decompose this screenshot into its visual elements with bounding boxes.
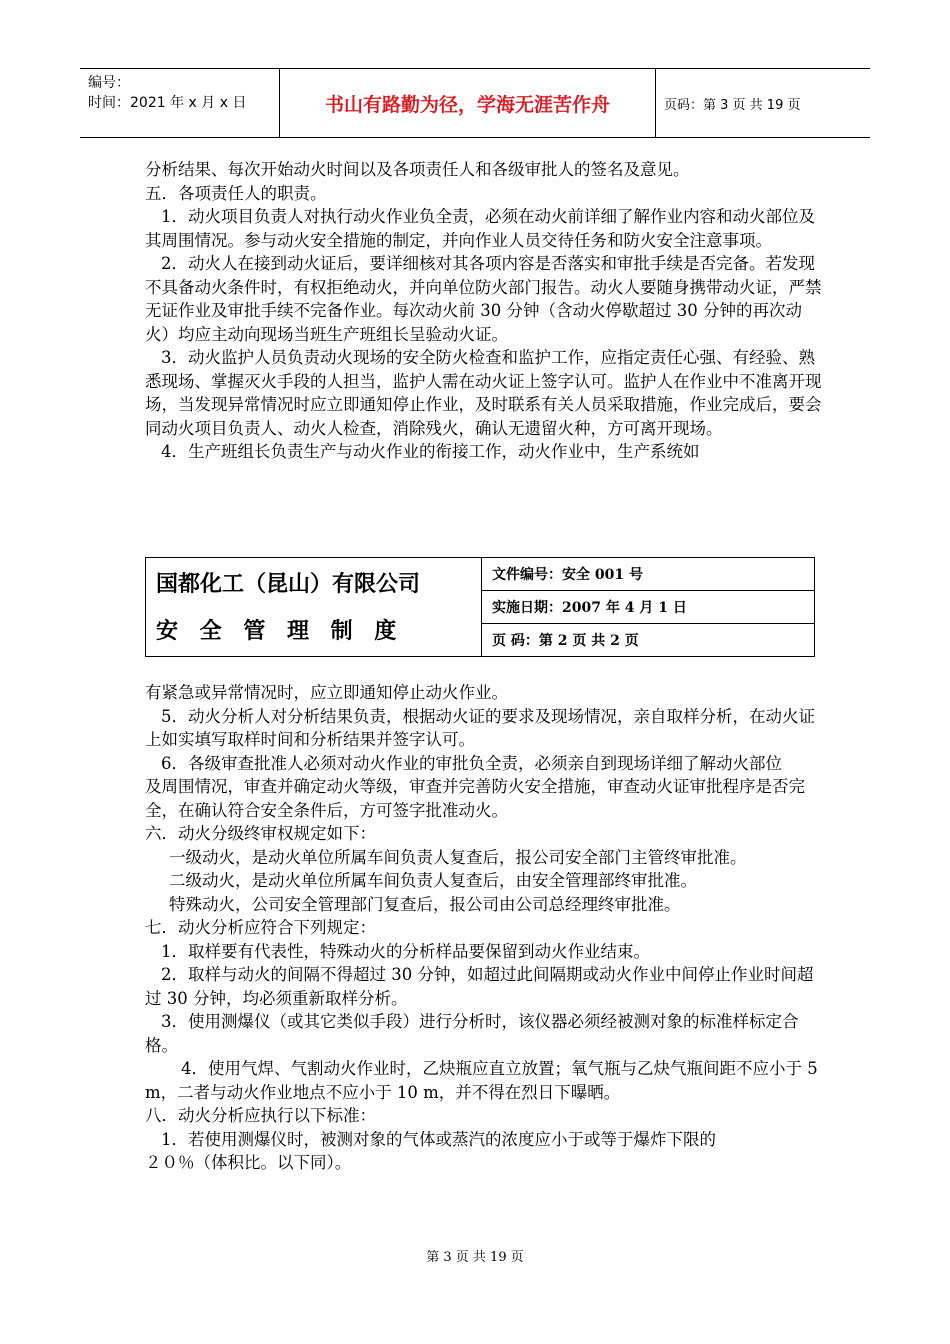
body-text-bottom — [145, 681, 825, 1175]
paragraph: 2．动火人在接到动火证后，要详细核对其各项内容是否落实和审批手续是否完备。若发现不具备动火条件时，有权拒绝动火，并向单位防火部门报告。动火人要随身携带动火证，严禁无证作业及审批手续不完备作业。每次动火前 30 分钟（含动火停歇超过 30 分钟的再次动火）均应主动向现场当班生产班组长呈验动火证。 — [145, 254, 822, 344]
paragraph: 1．若使用测爆仪时，被测对象的气体或蒸汽的浓度应小于或等于爆炸下限的 — [161, 1129, 716, 1149]
paragraph: 一级动火，是动火单位所属车间负责人复查后，报公司安全部门主管终审批准。 — [169, 847, 747, 867]
paragraph: 4．生产班组长负责生产与动火作业的衔接工作，动火作业中，生产系统如 — [161, 442, 700, 461]
page-footer: 第 3 页 共 19 页 — [426, 1250, 524, 1265]
effective-date: 实施日期：2007 年 4 月 1 日 — [482, 591, 814, 624]
paragraph: 有紧急或异常情况时，应立即通知停止动火作业。 — [145, 683, 508, 702]
company-header-box — [145, 557, 815, 657]
paragraph: 特殊动火，公司安全管理部门复查后，报公司由公司总经理终审批准。 — [169, 894, 681, 914]
document-number-label: 编号： — [88, 75, 130, 91]
paragraph: 3．使用测爆仪（或其它类似手段）进行分析时，该仪器必须经被测对象的标准样标定合格。 — [145, 1012, 799, 1055]
paragraph: 1．动火项目负责人对执行动火作业负全责，必须在动火前详细了解作业内容和动火部位及其周围情况。参与动火安全措施的制定，并向作业人员交待任务和防火安全注意事项。 — [145, 207, 815, 250]
header-motto: 书山有路勤为径，学海无涯苦作舟 — [280, 69, 656, 137]
body-text-top — [145, 158, 825, 464]
paragraph: 5．动火分析人对分析结果负责，根据动火证的要求及现场情况，亲自取样分析，在动火证上如实填写取样时间和分析结果并签字认可。 — [145, 706, 815, 749]
paragraph: 1．取样要有代表性，特殊动火的分析样品要保留到动火作业结束。 — [161, 941, 650, 961]
document-title: 安 全 管 理 制 度 — [156, 618, 404, 644]
paragraph: 4．使用气焊、气割动火作业时，乙炔瓶应直立放置；氧气瓶与乙炔气瓶间距不应小于 5 m，二者与动火作业地点不应小于 10 m，并不得在烈日下曝晒。 — [145, 1059, 818, 1102]
paragraph: 6．各级审查批准人必须对动火作业的审批负全责，必须亲自到现场详细了解动火部位 — [161, 753, 782, 773]
header-page-number: 页码：第 3 页 共 19 页 — [664, 97, 801, 113]
paragraph: ２０％（体积比。以下同）。 — [145, 1153, 352, 1172]
document-time-label: 时间：2021 年 x 月 x 日 — [88, 95, 247, 111]
paragraph: 分析结果、每次开始动火时间以及各项责任人和各级审批人的签名及意见。 — [145, 160, 690, 179]
page-header — [80, 68, 870, 138]
header-meta — [80, 69, 280, 137]
inner-page-number: 页 码：第 2 页 共 2 页 — [492, 633, 639, 649]
section-heading: 七．动火分析应符合下列规定： — [145, 918, 376, 937]
paragraph: 2．取样与动火的间隔不得超过 30 分钟，如超过此间隔期或动火作业中间停止作业时间超过 30 分钟，均必须重新取样分析。 — [145, 965, 814, 1008]
paragraph: 及周围情况，审查并确定动火等级，审查并完善防火安全措施，审查动火证审批程序是否完全，在确认符合安全条件后，方可签字批准动火。 — [145, 777, 805, 820]
section-heading: 五．各项责任人的职责。 — [145, 183, 327, 203]
paragraph: 二级动火，是动火单位所属车间负责人复查后，由安全管理部终审批准。 — [169, 871, 697, 890]
document-meta — [482, 558, 814, 656]
company-name: 国都化工（昆山）有限公司 — [156, 571, 421, 597]
company-info — [146, 558, 482, 656]
section-heading: 六．动火分级终审权规定如下： — [145, 824, 376, 843]
paragraph: 3．动火监护人员负责动火现场的安全防火检查和监护工作，应指定责任心强、有经验、熟悉现场、掌握灭火手段的人担当，监护人需在动火证上签字认可。监护人在作业中不准离开现场，当发现异常情况时应立即通知停止作业，及时联系有关人员采取措施，作业完成后，要会同动火项目负责人、动火人检查，消除残火，确认无遗留火种，方可离开现场。 — [145, 348, 822, 438]
file-number: 文件编号：安全 001 号 — [482, 558, 814, 591]
section-heading: 八．动火分析应执行以下标准： — [145, 1106, 376, 1125]
